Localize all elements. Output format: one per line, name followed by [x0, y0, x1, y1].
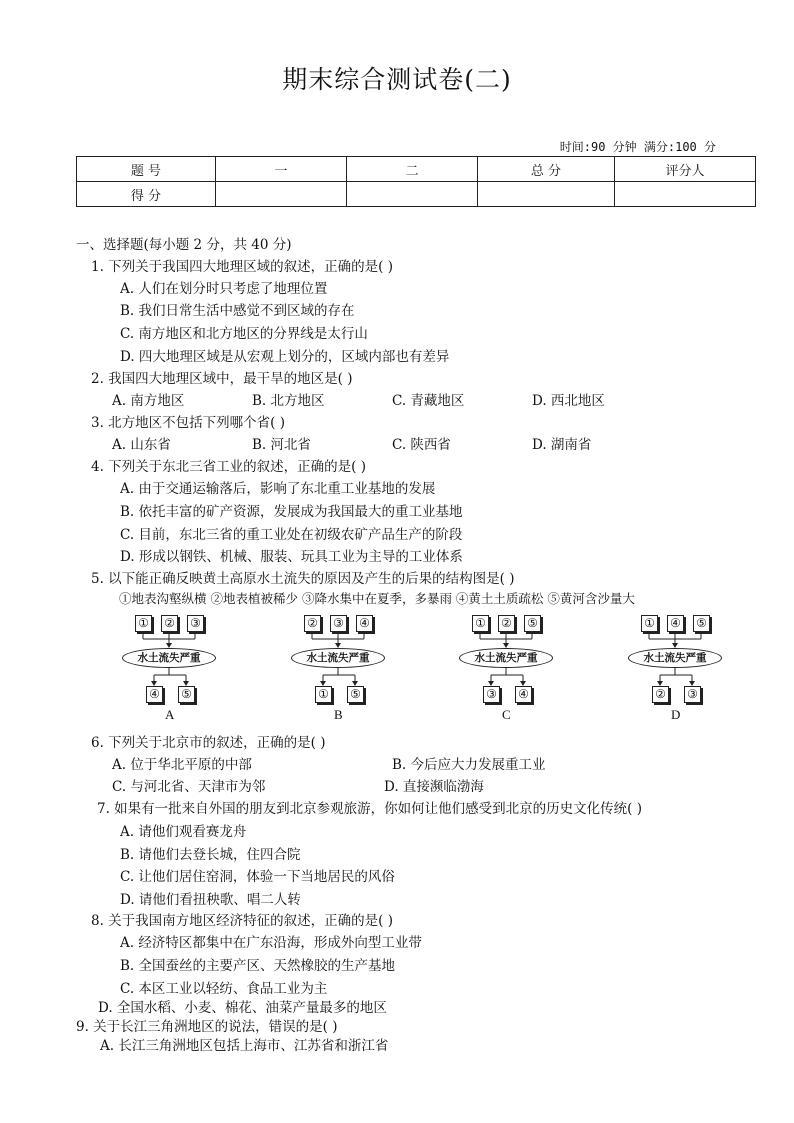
option: B. 请他们去登长城，住四合院 [120, 847, 301, 863]
question-stem: 3. 北方地区不包括下列哪个省( ) [91, 415, 285, 431]
option: C. 青藏地区 [392, 393, 465, 409]
section-heading: 一、选择题(每小题 2 分，共 40 分) [76, 237, 292, 253]
diagram-center-oval: 水土流失严重 [291, 648, 385, 668]
option: B. 依托丰富的矿产资源，发展成为我国最大的重工业基地 [120, 504, 463, 520]
option: D. 请他们看扭秧歌、唱二人转 [120, 892, 301, 908]
option: C. 本区工业以轻纺、食品工业为主 [120, 981, 328, 997]
option: B. 全国蚕丝的主要产区、天然橡胶的生产基地 [120, 958, 396, 974]
option: D. 西北地区 [532, 393, 605, 409]
option: B. 河北省 [252, 437, 312, 453]
diagram-result-box: ④ [146, 686, 163, 703]
diagram-cause-box: ② [498, 615, 515, 632]
score-table-cell: 题 号 [77, 157, 216, 182]
option: C. 目前，东北三省的重工业处在初级农矿产品生产的阶段 [120, 527, 463, 543]
diagram-result-box: ③ [684, 686, 701, 703]
diagram-cause-box: ② [304, 615, 321, 632]
diagram-result-box: ① [315, 686, 332, 703]
diagram-cause-box: ① [135, 615, 152, 632]
question-stem: 2. 我国四大地理区域中，最干旱的地区是( ) [91, 371, 353, 387]
option: C. 南方地区和北方地区的分界线是太行山 [120, 326, 368, 342]
option: C. 陕西省 [392, 437, 451, 453]
diagram-result-box: ⑤ [347, 686, 364, 703]
question-stem: 9. 关于长江三角洲地区的说法，错误的是( ) [76, 1019, 338, 1035]
option: A. 南方地区 [112, 393, 185, 409]
option: A. 位于华北平原的中部 [112, 757, 252, 773]
diagram-center-oval: 水土流失严重 [122, 648, 216, 668]
diagram-cause-box: ④ [356, 615, 373, 632]
option: A. 人们在划分时只考虑了地理位置 [120, 281, 328, 297]
question-stem: 7. 如果有一批来自外国的朋友到北京参观旅游，你如何让他们感受到北京的历史文化传统( ) [97, 801, 642, 817]
diagram-result-box: ④ [515, 686, 532, 703]
diagram-option-label: B [334, 707, 343, 722]
diagram-legend: ①地表沟壑纵横 ②地表植被稀少 ③降水集中在夏季，多暴雨 ④黄土土质疏松 ⑤黄河含沙量大 [119, 591, 635, 606]
option: B. 今后应大力发展重工业 [392, 757, 546, 773]
option: D. 四大地理区域是从宏观上划分的，区域内部也有差异 [120, 349, 450, 365]
option: A. 山东省 [112, 437, 171, 453]
question-stem: 1. 下列关于我国四大地理区域的叙述，正确的是( ) [91, 259, 393, 275]
diagram-cause-box: ③ [187, 615, 204, 632]
diagram-option-label: A [165, 707, 175, 722]
question-stem: 5. 以下能正确反映黄土高原水土流失的原因及产生的后果的结构图是( ) [91, 571, 515, 587]
exam-time-score-info: 时间:90 分钟 满分:100 分 [559, 140, 716, 154]
option: A. 长江三角洲地区包括上海市、江苏省和浙江省 [100, 1038, 389, 1054]
score-table-cell: 二 [347, 157, 478, 182]
score-table-cell: 一 [216, 157, 347, 182]
score-table-cell: 总 分 [478, 157, 615, 182]
diagram-cause-box: ② [161, 615, 178, 632]
diagram-center-oval: 水土流失严重 [628, 648, 722, 668]
question-stem: 8. 关于我国南方地区经济特征的叙述，正确的是( ) [91, 913, 393, 929]
diagram-cause-box: ① [472, 615, 489, 632]
option: A. 由于交通运输落后，影响了东北重工业基地的发展 [120, 481, 436, 497]
question-stem: 4. 下列关于东北三省工业的叙述，正确的是( ) [91, 459, 366, 475]
diagram-result-box: ⑤ [178, 686, 195, 703]
diagram-cause-box: ③ [330, 615, 347, 632]
score-table-cell: 得 分 [77, 182, 216, 207]
diagram-center-oval: 水土流失严重 [459, 648, 553, 668]
diagram-cause-box: ④ [667, 615, 684, 632]
option: D. 湖南省 [532, 437, 592, 453]
diagram-result-box: ③ [483, 686, 500, 703]
diagram-cause-box: ⑤ [524, 615, 541, 632]
diagram-cause-box: ⑤ [693, 615, 710, 632]
option: B. 我们日常生活中感觉不到区域的存在 [120, 303, 355, 319]
question-stem: 6. 下列关于北京市的叙述，正确的是( ) [91, 735, 326, 751]
option: A. 经济特区都集中在广东沿海，形成外向型工业带 [120, 935, 422, 951]
diagram-option-label: D [671, 707, 681, 722]
diagram-cause-box: ① [641, 615, 658, 632]
diagram-result-box: ② [652, 686, 669, 703]
option: A. 请他们观看赛龙舟 [120, 824, 247, 840]
option: C. 与河北省、天津市为邻 [112, 779, 266, 795]
option: D. 全国水稻、小麦、棉花、油菜产量最多的地区 [98, 1000, 387, 1016]
page-title: 期末综合测试卷(二) [282, 65, 512, 94]
option: D. 形成以钢铁、机械、服装、玩具工业为主导的工业体系 [120, 549, 463, 565]
option: C. 让他们居住窑洞，体验一下当地居民的风俗 [120, 869, 395, 885]
option: B. 北方地区 [252, 393, 325, 409]
score-table-cell: 评分人 [615, 157, 756, 182]
option: D. 直接濒临渤海 [384, 779, 484, 795]
diagram-option-label: C [502, 707, 511, 722]
